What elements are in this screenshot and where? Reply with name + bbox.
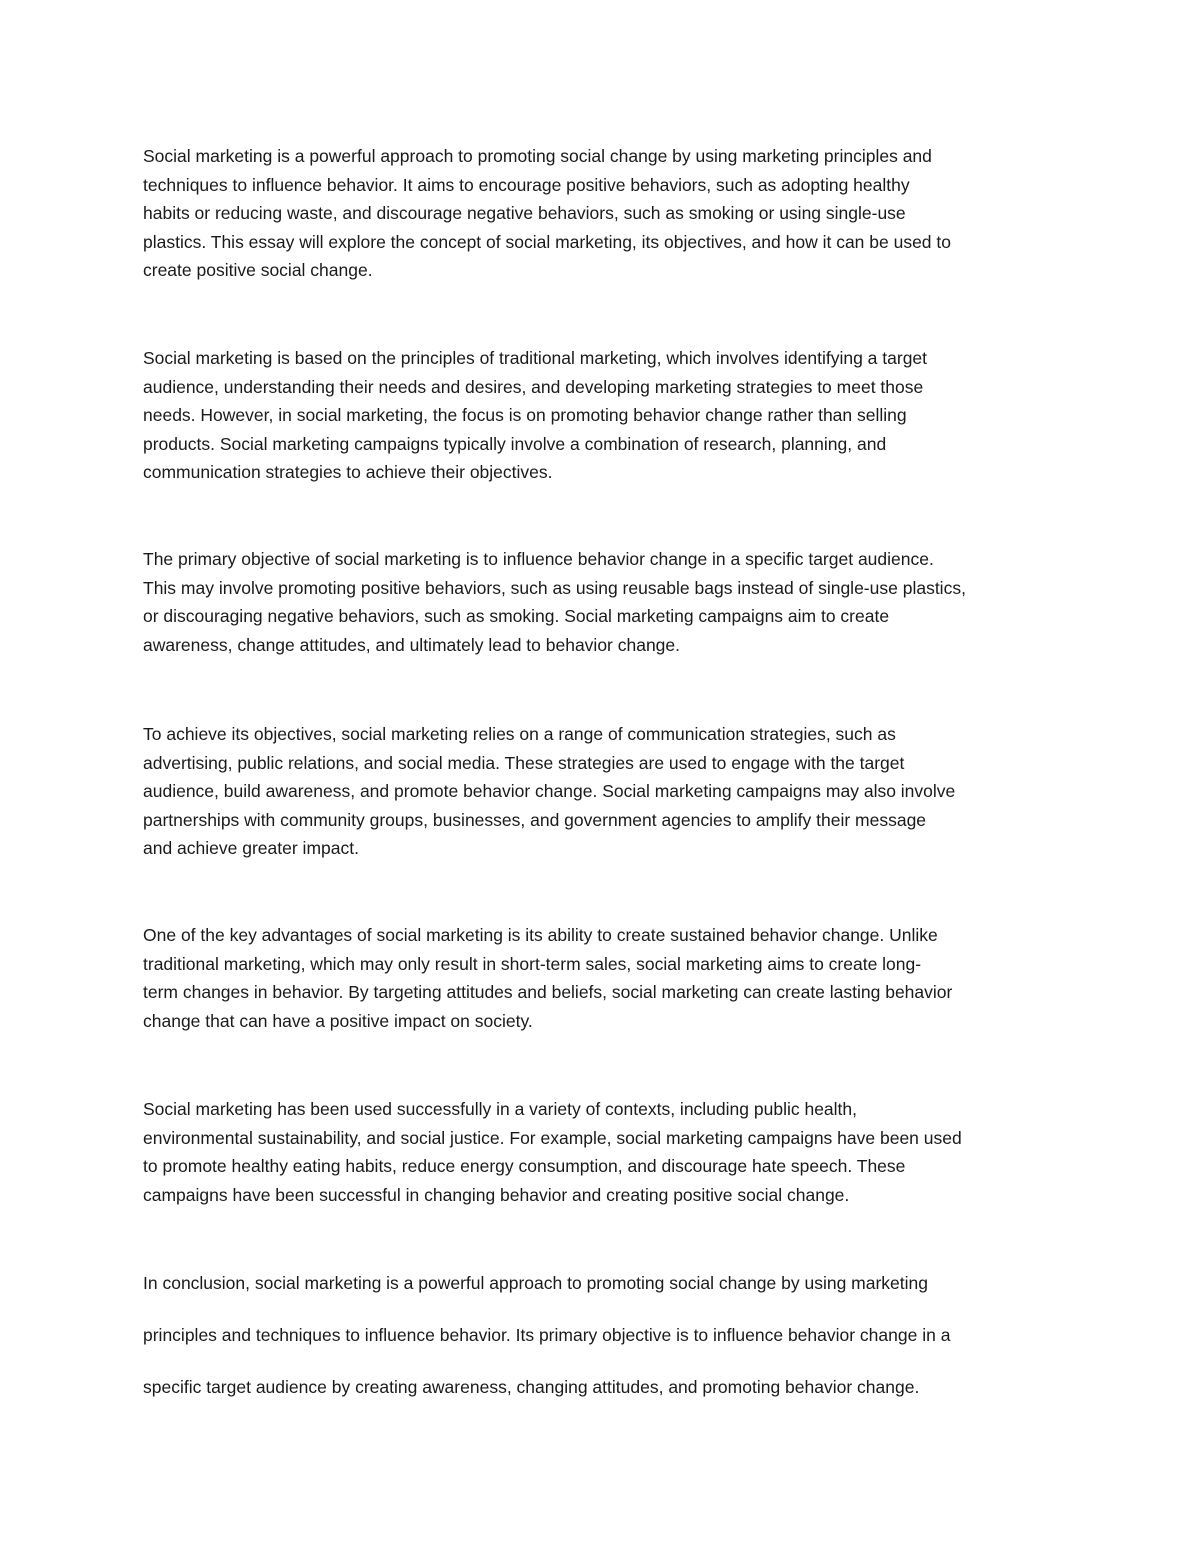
text-line: communication strategies to achieve their objectives. [143,462,553,482]
text-line: to promote healthy eating habits, reduce energy consumption, and discourage hate speech. These [143,1156,906,1176]
text-line: advertising, public relations, and social media. These strategies are used to engage with the target [143,752,905,773]
text-line: traditional marketing, which may only result in short-term sales, social marketing aims to create long- [143,953,922,974]
paragraph-introduction [143,142,1073,285]
text-line: habits or reducing waste, and discourage negative behaviors, such as smoking or using single-use [143,203,906,223]
text-line: and achieve greater impact. [143,838,359,858]
text-line: awareness, change attitudes, and ultimately lead to behavior change. [143,634,681,655]
paragraph-conclusion [143,1257,1073,1413]
text-line: campaigns have been successful in changing behavior and creating positive social change. [143,1184,850,1205]
text-line: This may involve promoting positive behaviors, such as using reusable bags instead of single-use plastics, [143,577,966,598]
text-line: term changes in behavior. By targeting attitudes and beliefs, social marketing can create lasting behavior [143,982,953,1002]
paragraph-examples [143,1095,1073,1209]
text-line: or discouraging negative behaviors, such as smoking. Social marketing campaigns aim to create [143,606,890,626]
text-line: products. Social marketing campaigns typically involve a combination of research, planning, and [143,433,887,454]
paragraph-principles [143,344,1073,487]
text-line: audience, understanding their needs and desires, and developing marketing strategies to meet those [143,376,924,397]
text-line: environmental sustainability, and social justice. For example, social marketing campaigns have been used [143,1127,962,1148]
text-line: needs. However, in social marketing, the focus is on promoting behavior change rather than selling [143,405,907,425]
text-line: Social marketing is a powerful approach to promoting social change by using marketing principles and [143,146,932,166]
paragraph-objective [143,545,1073,659]
text-line: To achieve its objectives, social marketing relies on a range of communication strategies, such as [143,724,896,744]
text-line: Social marketing has been used successfully in a variety of contexts, including public health, [143,1099,858,1119]
paragraph-advantages [143,921,1073,1035]
text-line: partnerships with community groups, businesses, and government agencies to amplify their message [143,809,927,830]
text-line: plastics. This essay will explore the concept of social marketing, its objectives, and how it can be used to [143,231,951,252]
text-line: techniques to influence behavior. It aims to encourage positive behaviors, such as adopting healthy [143,174,910,195]
paragraph-strategies [143,720,1073,863]
text-line: create positive social change. [143,260,373,280]
text-line: principles and techniques to influence behavior. Its primary objective is to influence behavior change in a [143,1325,951,1345]
text-line: change that can have a positive impact on society. [143,1010,533,1031]
text-line: In conclusion, social marketing is a powerful approach to promoting social change by using marketing [143,1273,929,1293]
text-line: Social marketing is based on the principles of traditional marketing, which involves identifying a target [143,348,928,368]
text-line: The primary objective of social marketing is to influence behavior change in a specific target audience. [143,549,934,569]
text-line: specific target audience by creating awareness, changing attitudes, and promoting behavior change. [143,1377,920,1397]
text-line: One of the key advantages of social marketing is its ability to create sustained behavior change. Unlike [143,925,938,945]
text-line: audience, build awareness, and promote behavior change. Social marketing campaigns may also involve [143,781,956,801]
